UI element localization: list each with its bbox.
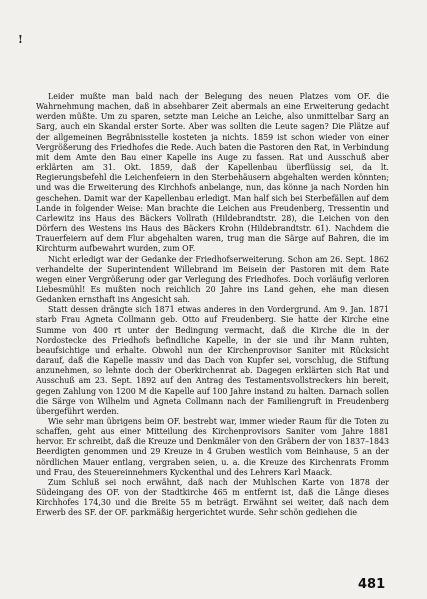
paragraph-3: Statt dessen drängte sich 1871 etwas anderes in den Vordergrund. Am 9. Jan. 1871 starb Frau Agneta Collmann geb. Otto auf Freudenberg. Sie hatte der Kirche eine Summe von 400 rt unter der Bedingung vermacht, daß die Kirche die in der Nordostecke des Friedhofs befindliche Kapelle, in der sie und ihr Mann ruhten, beaufsichtige und erhalte. Obwohl nun der Kirchenprovisor Saniter mit Rücksicht darauf, daß die Kapelle massiv und das Dach von Kupfer sei, vorschlug, die Stiftung anzunehmen, so lehnte doch der Oberkirchenrat ab. Dagegen erklärten sich Rat und Ausschuß am 23. Sept. 1892 auf den Antrag des Testamentsvollstreckers hin bereit, gegen Zahlung von 1200 M die Kapelle auf 100 Jahre instand zu halten. Darnach sollen die Särge von Wilhelm und Agneta Collmann nach der Familiengruft in Freudenberg übergeführt werden.: [36, 305, 389, 416]
paragraph-4: Wie sehr man übrigens beim OF. bestrebt war, immer wieder Raum für die Toten zu schaffen, geht aus einer Mitteilung des Kirchenprovisors Saniter vom Jahre 1881 hervor. Er schreibt, daß die Kreuze und Denkmäler von den Gräbern der von 1837–1843 Beerdigten genommen und 29 Kreuze in 4 Gruben westlich vom Beinhause, 5 an der nördlichen Mauer entlang, vergraben seien, u. a. die Kreuze des Kirchenrats Fromm und Frau, des Steuereinnehmers Kyckenthal und des Lehrers Karl Maack.: [36, 417, 389, 477]
paragraph-2: Nicht erledigt war der Gedanke der Friedhofserweiterung. Schon am 26. Sept. 1862 verhandelte der Superintendent Willebrand im Beisein der Pastoren mit dem Rate wegen einer Vergrößerung oder gar Verlegung des Friedhofes. Doch vorläufig verloren Liebesmühl! Es mußten noch reichlich 20 Jahre ins Land gehen, ehe man diesen Gedanken ernsthaft ins Angesicht sah.: [36, 254, 389, 305]
page-number: 481: [358, 577, 386, 592]
margin-mark: !: [18, 33, 23, 46]
body-text: [36, 92, 389, 519]
paragraph-1: Leider mußte man bald nach der Belegung des neuen Platzes vom OF. die Wahrnehmung machen, daß in absehbarer Zeit abermals an eine Erweiterung gedacht werden müßte. Um zu sparen, setzte man Leiche an Leiche, also unmittelbar Sarg an Sarg, auch ein Skandal erster Sorte. Aber was sollten die Leute sagen? Die Plätze auf der allgemeinen Begräbnisstelle kosteten ja nichts. 1859 ist schon wieder von einer Vergrößerung des Friedhofes die Rede. Auch baten die Pastoren den Rat, in Verbindung mit dem Amte den Bau einer Kapelle ins Auge zu fassen. Rat und Ausschuß aber erklärten am 31. Okt. 1859, daß der Kapellenbau überflüssig sei, da lt. Regierungsbefehl die Leichenfeiern in den Sterbehäusern abgehalten werden könnten; und was die Erweiterung des Kirchhofs anbelange, nun, das könne ja nach Norden hin geschehen. Damit war der Kapellenbau erledigt. Man half sich bei Sterbefällen auf dem Lande in folgender Weise: Man brachte die Leichen aus Freudenberg, Tressentin und Carlewitz ins Haus des Bäckers Vollrath (Hildebrandtstr. 28), die Leichen von den Dörfern des Westens ins Haus des Bäckers Krohn (Hildebrandtstr. 61). Nachdem die Trauerfeiern auf dem Flur abgehalten waren, trug man die Särge auf Bahren, die im Kirchturm aufbewahrt wurden, zum OF.: [36, 92, 389, 254]
paragraph-5: Zum Schluß sei noch erwähnt, daß nach der Muhlschen Karte von 1878 der Südeingang des OF. von der Stadtkirche 465 m entfernt ist, daß die Länge dieses Kirchhofes 174,30 und die Breite 55 m beträgt. Erwähnt sei weiter, daß nach dem Erwerb des SF. der OF. parkmäßig hergerichtet wurde. Sehr schön gediehen die: [36, 477, 389, 518]
